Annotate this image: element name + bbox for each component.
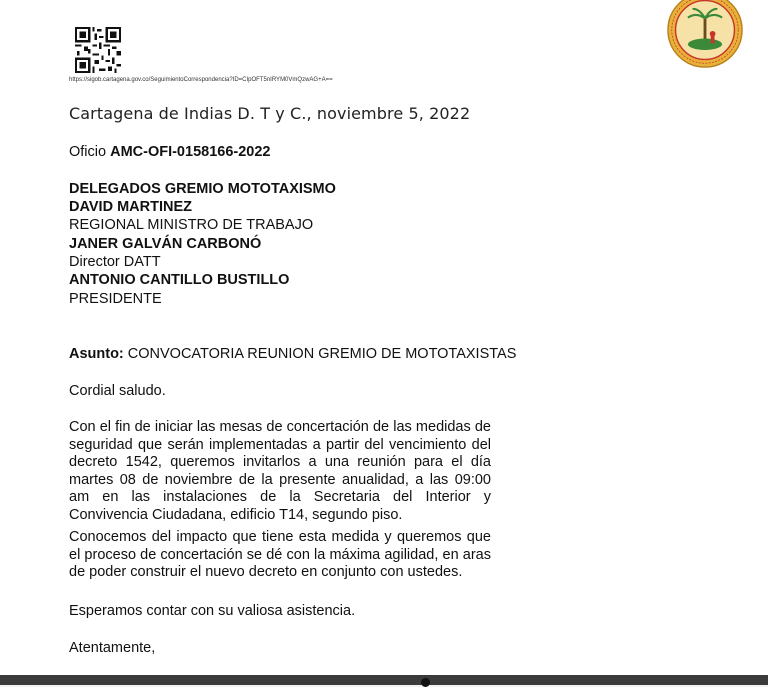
- recipient-line: DAVID MARTINEZ: [69, 199, 192, 215]
- closing-line: Esperamos contar con su valiosa asistencia.: [69, 603, 356, 619]
- greeting: Cordial saludo.: [69, 383, 166, 399]
- subject-label: Asunto:: [69, 346, 124, 362]
- recipient-line: PRESIDENTE: [69, 291, 162, 307]
- qr-url-text[interactable]: https://sigob.cartagena.gov.co/SeguimientoCorrespondencia?ID=CIpOFT5nIRYM0VmQzwAG+A==: [69, 77, 333, 83]
- qr-code-icon: [75, 27, 121, 73]
- viewer-bottom-bar: [0, 675, 768, 685]
- oficio-number: AMC-OFI-0158166-2022: [110, 144, 271, 160]
- body-paragraph-2: Conocemos del impacto que tiene esta medida y queremos que el proceso de concertación se dé con la máxima agilidad, en aras de poder construir el nuevo decreto en conjunto con ustedes.: [69, 529, 491, 580]
- body-paragraph-1: Con el fin de iniciar las mesas de concertación de las medidas de seguridad que serán implementadas a partir del vencimiento del decreto 1542, queremos invitarlos a una reunión para el día martes 08 de noviembre de la presente anualidad, a las 09:00 am en las instalaciones de la Secretaria del Interior y Convivencia Ciudadana, edificio T14, segundo piso.: [69, 419, 491, 523]
- recipient-line: REGIONAL MINISTRO DE TRABAJO: [69, 217, 314, 233]
- subject-text: CONVOCATORIA REUNION GREMIO DE MOTOTAXISTAS: [123, 346, 517, 362]
- subject-line: [69, 346, 516, 363]
- oficio-prefix: Oficio: [69, 144, 111, 160]
- city-date: Cartagena de Indias D. T y C., noviembre 5, 2022: [69, 104, 471, 123]
- scroll-indicator-icon[interactable]: [421, 678, 430, 687]
- recipient-line: Director DATT: [69, 254, 161, 270]
- recipient-line: JANER GALVÁN CARBONÓ: [69, 236, 262, 252]
- recipient-line: ANTONIO CANTILLO BUSTILLO: [69, 272, 290, 288]
- district-seal-icon: [667, 0, 743, 68]
- sign-off: Atentamente,: [69, 640, 156, 656]
- oficio-line: [69, 144, 270, 161]
- recipient-line: DELEGADOS GREMIO MOTOTAXISMO: [69, 181, 336, 197]
